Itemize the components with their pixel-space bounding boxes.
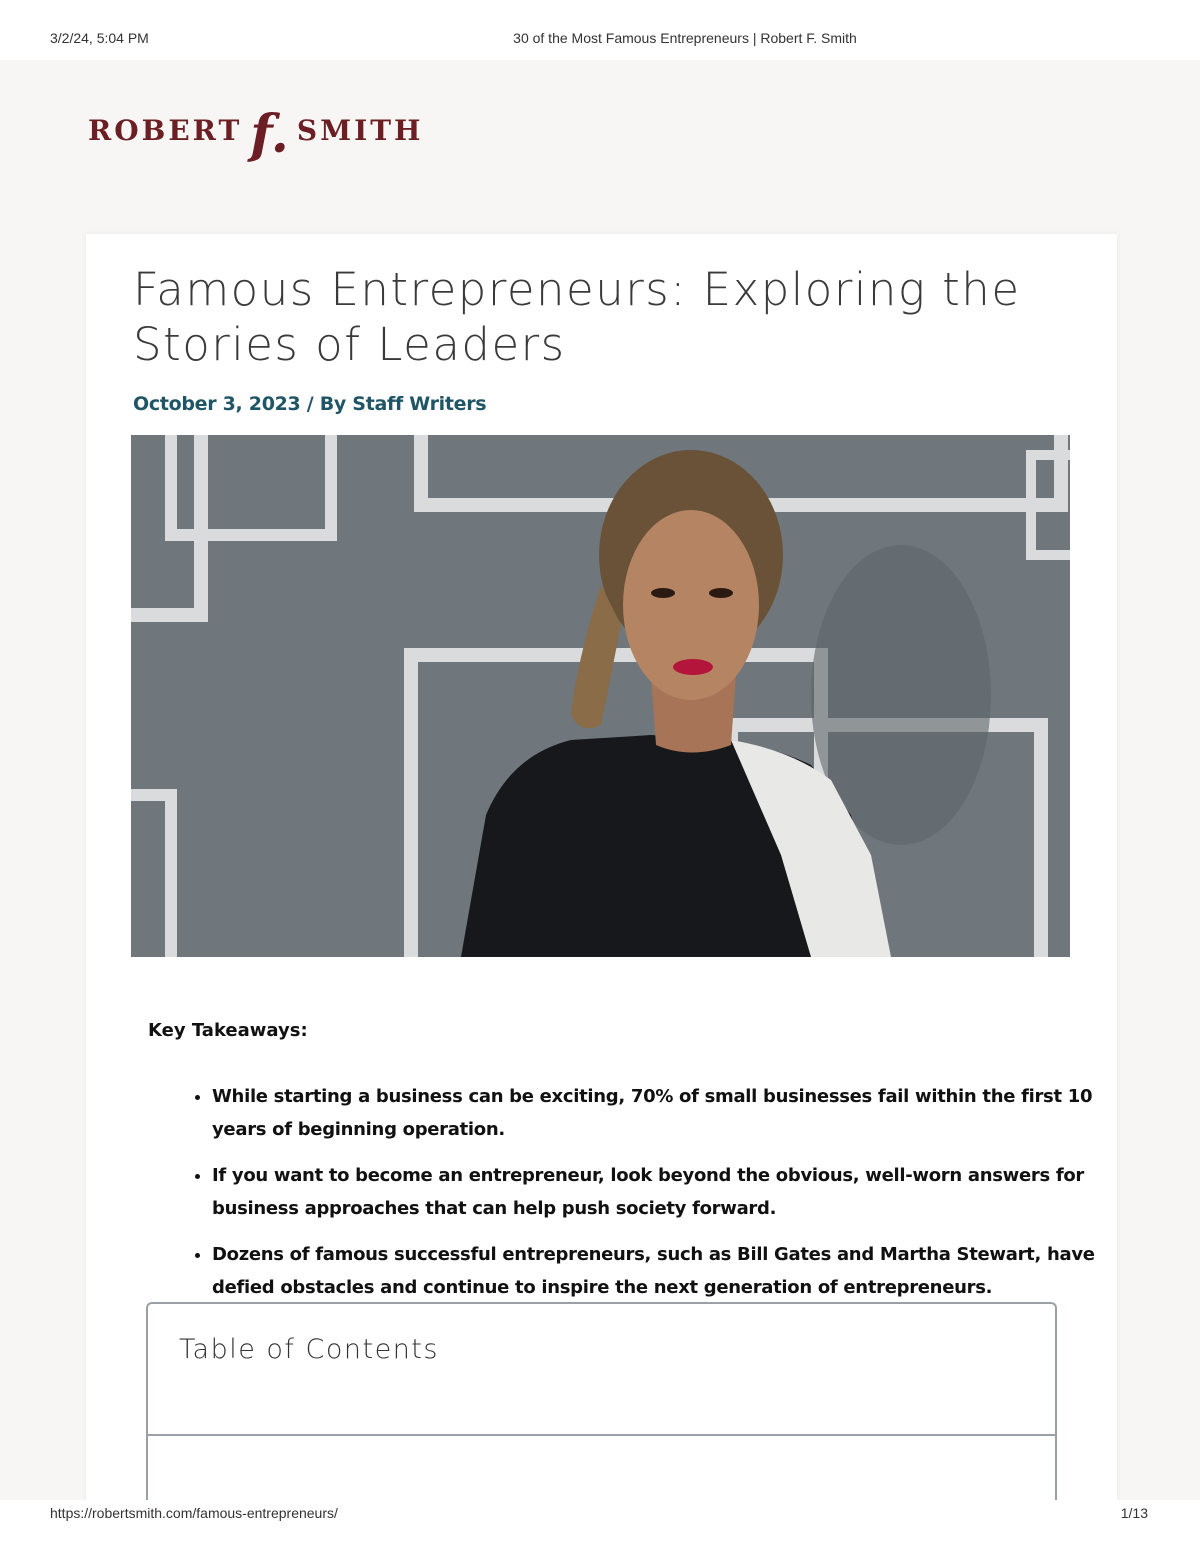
list-item: • While starting a business can be exciting, 70% of small businesses fail within the first 10 years of beginning operation. [212,1080,1112,1146]
hero-image [131,435,1070,957]
toc-title[interactable]: Table of Contents [179,1334,439,1365]
print-footer [0,1505,1200,1529]
print-page-title: 30 of the Most Famous Entrepreneurs | Robert F. Smith [513,30,857,46]
key-takeaways-list [162,1080,1112,1317]
print-datetime: 3/2/24, 5:04 PM [50,30,149,46]
table-of-contents [146,1302,1057,1514]
logo-text-left: ROBERT [88,113,243,147]
key-takeaways-label: Key Takeaways: [148,1020,308,1041]
article-title: Famous Entrepreneurs: Exploring the Stories of Leaders [133,263,1021,371]
list-item: • If you want to become an entrepreneur, look beyond the obvious, well-worn answers for business approaches that can help push society forward. [212,1159,1112,1225]
site-logo[interactable] [88,95,424,165]
toc-divider [148,1434,1055,1436]
print-url[interactable]: https://robertsmith.com/famous-entrepreneurs/ [50,1505,338,1521]
print-page-number: 1/13 [1120,1505,1148,1521]
logo-text-right: SMITH [296,113,424,147]
logo-mark: f. [250,103,289,165]
print-header [0,28,1200,52]
list-item: • Dozens of famous successful entrepreneurs, such as Bill Gates and Martha Stewart, have defied obstacles and continue to inspire the next generation of entrepreneurs. [212,1238,1112,1304]
article-meta[interactable]: October 3, 2023 / By Staff Writers [133,393,487,415]
